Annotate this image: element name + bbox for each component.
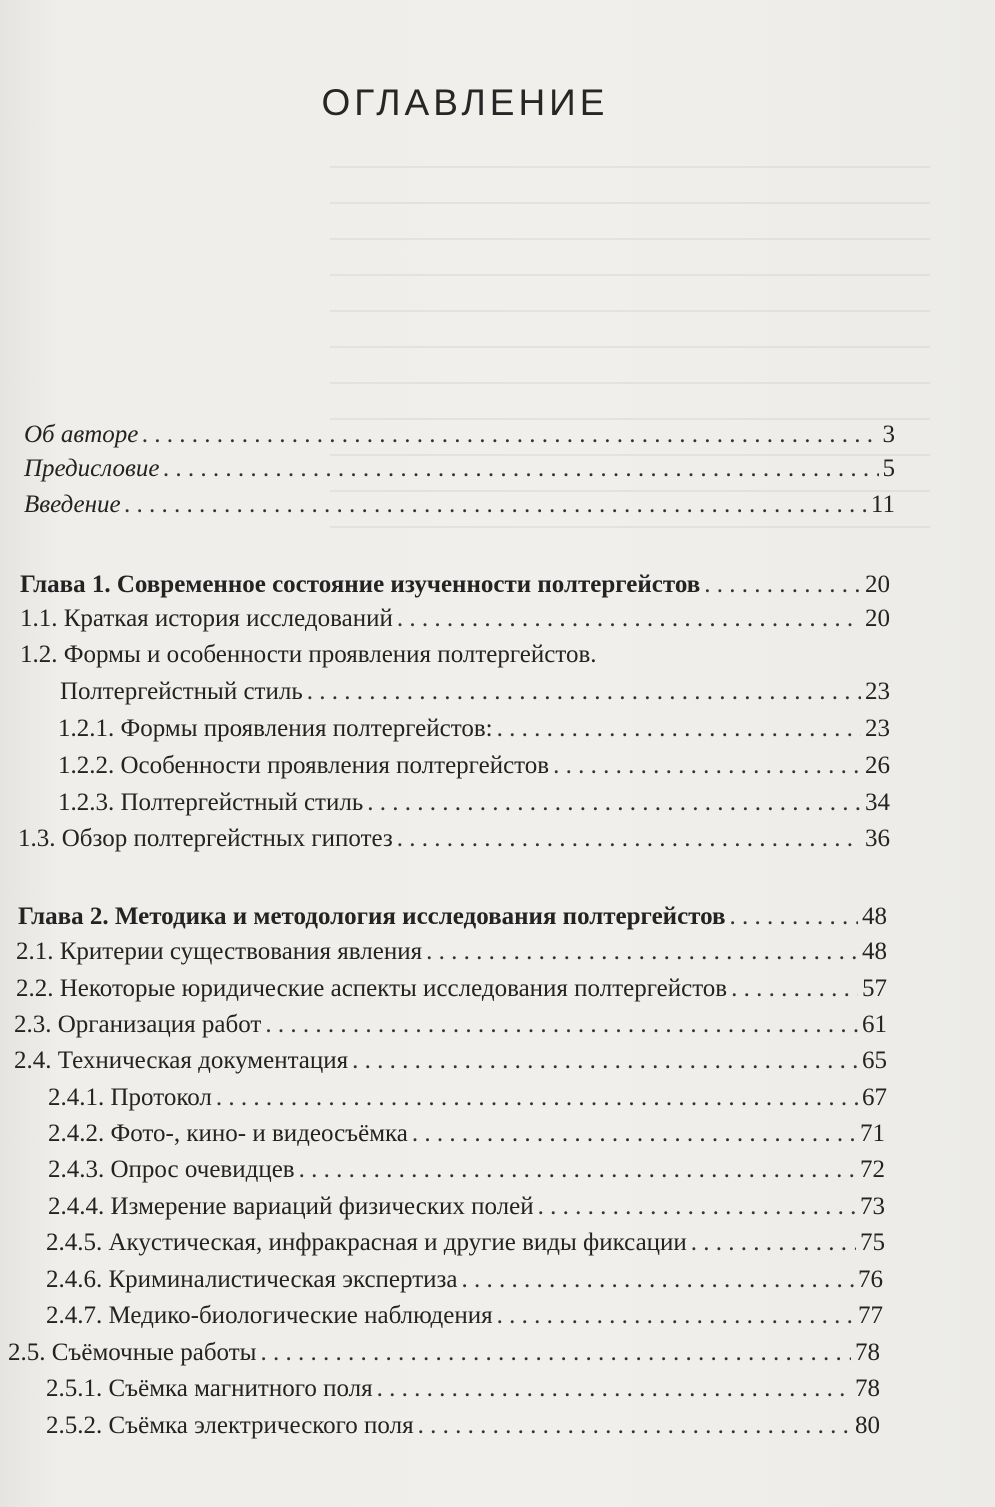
toc-entry-label: 1.3. Обзор полтергейстных гипотез: [18, 825, 393, 852]
toc-leader-dots: [704, 570, 861, 600]
toc-entry: [46, 1411, 880, 1441]
toc-entry-label: Глава 1. Современное состояние изученности полтергейстов: [20, 571, 701, 598]
toc-entry-label: 2.3. Организация работ: [14, 1011, 262, 1038]
toc-leader-dots: [299, 1155, 856, 1185]
toc-entry: [46, 1228, 885, 1258]
toc-entry-label: 2.4. Техническая документация: [14, 1047, 349, 1074]
toc-entry-label: 2.4.1. Протокол: [48, 1084, 212, 1111]
toc-entry-label: 2.4.5. Акустическая, инфракрасная и другие виды фиксации: [46, 1229, 687, 1256]
toc-entry: [46, 1301, 883, 1331]
toc-entry-label: Глава 2. Методика и методология исследования полтергейстов: [18, 903, 726, 930]
toc-entry-page: 23: [865, 678, 890, 705]
toc-entry-page: 76: [858, 1266, 883, 1293]
toc-entry-label: 1.2.3. Полтергейстный стиль: [58, 789, 364, 816]
page-title: ОГЛАВЛЕНИЕ: [321, 82, 609, 123]
toc-entry-page: 3: [882, 421, 895, 448]
toc-entry-label: 2.2. Некоторые юридические аспекты исследования полтергейстов: [16, 975, 728, 1002]
toc-entry-page: 23: [865, 715, 890, 742]
toc-leader-dots: [260, 1338, 851, 1368]
toc-leader-dots: [418, 1411, 851, 1441]
toc-entry: [58, 714, 890, 744]
toc-entry-label: Полтергейстный стиль: [60, 678, 303, 705]
toc-leader-dots: [426, 937, 858, 967]
toc-entry-label: 2.4.2. Фото-, кино- и видеосъёмка: [48, 1120, 408, 1147]
toc-entry: [46, 1265, 883, 1295]
toc-entry: [16, 937, 887, 967]
toc-entry-page: 80: [855, 1412, 880, 1439]
toc-entry: [16, 974, 887, 1004]
toc-entry-label: 2.4.6. Криминалистическая экспертиза: [46, 1266, 458, 1293]
toc-leader-dots: [497, 714, 861, 744]
toc-entry: [14, 1046, 887, 1076]
toc-entry: [24, 490, 895, 520]
toc-leader-dots: [125, 490, 867, 520]
toc-leader-dots: [367, 788, 861, 818]
toc-entry-page: 34: [865, 789, 890, 816]
toc-entry-page: 36: [865, 825, 890, 852]
toc-entry-label: 2.4.7. Медико-биологические наблюдения: [46, 1302, 493, 1329]
toc-entry: [48, 1155, 885, 1185]
toc-entry-label: Введение: [24, 491, 121, 518]
toc-entry-page: 77: [858, 1302, 883, 1329]
toc-leader-dots: [691, 1228, 856, 1258]
toc-entry-page: 11: [870, 491, 895, 518]
toc-entry-page: 67: [862, 1084, 887, 1111]
toc-entry: [24, 454, 895, 484]
toc-entry-page: 72: [860, 1156, 885, 1183]
toc-entry: [58, 751, 890, 781]
toc-leader-dots: [538, 1192, 856, 1222]
toc-leader-dots: [377, 1374, 851, 1404]
toc-entry-label: 1.2.2. Особенности проявления полтергейстов: [58, 752, 550, 779]
toc-leader-dots: [731, 974, 858, 1004]
toc-entry-label: 2.5.1. Съёмка магнитного поля: [46, 1375, 373, 1402]
toc-leader-dots: [730, 902, 859, 932]
toc-entry-label: 2.4.3. Опрос очевидцев: [48, 1156, 295, 1183]
toc-entry-page: 48: [862, 938, 887, 965]
toc-entry-label: 2.4.4. Измерение вариаций физических полей: [48, 1193, 534, 1220]
toc-chapter-heading: [18, 902, 887, 932]
toc-entry-page: 73: [860, 1193, 885, 1220]
toc-chapter-heading: [20, 570, 890, 600]
toc-entry: [24, 420, 895, 450]
toc-leader-dots: [265, 1010, 858, 1040]
toc-entry-page: 5: [882, 455, 895, 482]
toc-entry: [48, 1192, 885, 1222]
toc-entry-page: 71: [860, 1120, 885, 1147]
toc-entry-page: 75: [860, 1229, 885, 1256]
toc-entry-page: 78: [855, 1339, 880, 1366]
toc-entry: [46, 1374, 880, 1404]
toc-leader-dots: [142, 420, 878, 450]
toc-leader-dots: [216, 1083, 858, 1113]
toc-entry-label: 1.2. Формы и особенности проявления полтергейстов.: [20, 641, 597, 668]
toc-entry: [60, 677, 890, 707]
toc-leader-dots: [497, 1301, 854, 1331]
toc-entry-page: 20: [865, 571, 890, 598]
toc-entry: [8, 1338, 880, 1368]
toc-leader-dots: [397, 824, 861, 854]
toc-leader-dots: [412, 1119, 856, 1149]
toc-entry: [20, 604, 890, 634]
toc-entry-label: Предисловие: [24, 455, 160, 482]
toc-entry: [48, 1083, 887, 1113]
toc-entry-label: 2.1. Критерии существования явления: [16, 938, 423, 965]
toc-entry: [58, 788, 890, 818]
toc-entry-page: 65: [862, 1047, 887, 1074]
toc-entry: [20, 640, 890, 670]
toc-entry: [48, 1119, 885, 1149]
toc-entry-label: 2.5.2. Съёмка электрического поля: [46, 1412, 414, 1439]
toc-leader-dots: [553, 751, 861, 781]
toc-entry-label: 1.2.1. Формы проявления полтергейстов:: [58, 715, 493, 742]
toc-entry: [14, 1010, 887, 1040]
toc-entry-label: 2.5. Съёмочные работы: [8, 1339, 257, 1366]
toc-entry-page: 26: [865, 752, 890, 779]
toc-leader-dots: [352, 1046, 858, 1076]
toc-entry-page: 78: [855, 1375, 880, 1402]
toc-entry-page: 57: [862, 975, 887, 1002]
toc-leader-dots: [307, 677, 861, 707]
toc-entry: [18, 824, 890, 854]
toc-entry-page: 61: [862, 1011, 887, 1038]
toc-leader-dots: [461, 1265, 854, 1295]
toc-entry-page: 20: [865, 605, 890, 632]
toc-entry-label: 1.1. Краткая история исследований: [20, 605, 393, 632]
toc-entry-page: 48: [862, 903, 887, 930]
toc-leader-dots: [397, 604, 861, 634]
toc-entry-label: Об авторе: [24, 421, 139, 448]
toc-leader-dots: [163, 454, 878, 484]
